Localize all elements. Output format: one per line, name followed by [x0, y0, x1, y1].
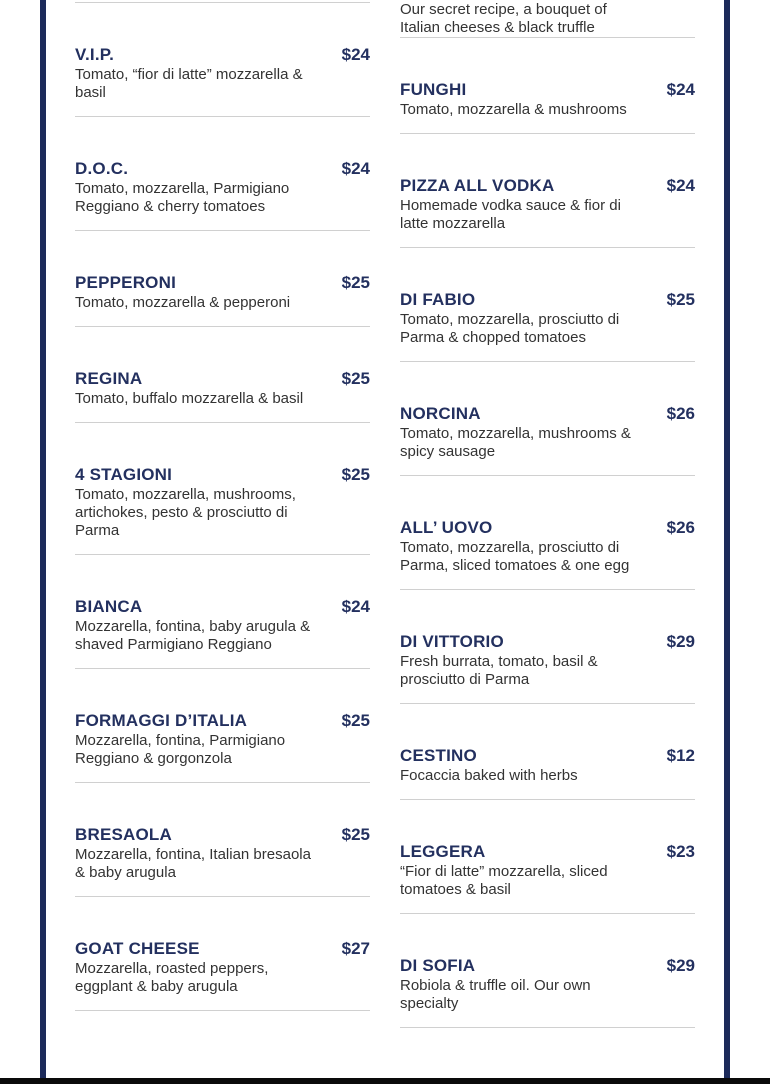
menu-item-name: BRESAOLA [75, 825, 172, 844]
menu-item [400, 704, 695, 800]
menu-item-description: Mozzarella, fontina, baby arugula & shaved Parmigiano Reggiano [75, 618, 311, 653]
bottom-bar [0, 1078, 770, 1084]
menu-item [75, 555, 370, 669]
menu-item-description: Tomato, mozzarella, mushrooms, artichokes, pesto & prosciutto di Parma [75, 486, 296, 539]
menu-item-name: D.O.C. [75, 159, 129, 178]
menu-item-name: DI VITTORIO [400, 632, 504, 651]
menu-item-description: Tomato, mozzarella, mushrooms & spicy sausage [400, 425, 631, 460]
menu-item-name: LEGGERA [400, 842, 486, 861]
menu-item-price: $29 [666, 956, 695, 975]
menu-item-name: V.I.P. [75, 45, 115, 64]
menu-item-description: Mozzarella, fontina, Italian bresaola & baby arugula [75, 846, 311, 881]
menu-item-description: Fresh burrata, tomato, basil & prosciutto di Parma [400, 653, 598, 688]
menu-item-description: Robiola & truffle oil. Our own specialty [400, 977, 591, 1012]
menu-item-name: REGINA [75, 369, 143, 388]
menu-item-description: Our secret recipe, a bouquet of Italian cheeses & black truffle [400, 1, 607, 36]
menu-item-name: ALL’ UOVO [400, 518, 493, 537]
menu-item-price: $24 [341, 159, 370, 178]
menu-item-description: Tomato, mozzarella, prosciutto di Parma, sliced tomatoes & one egg [400, 539, 630, 574]
menu-frame-right-border [724, 0, 730, 1084]
menu-item-price: $24 [666, 176, 695, 195]
menu-item-price: $23 [666, 842, 695, 861]
menu-item [400, 800, 695, 914]
menu-item-name: FUNGHI [400, 80, 467, 99]
menu-item-description: Tomato, “fior di latte” mozzarella & basil [75, 66, 303, 101]
menu-item-price: $27 [341, 939, 370, 958]
menu-item-description: Mozzarella, fontina, Parmigiano Reggiano & gorgonzola [75, 732, 286, 767]
menu-item-price: $25 [341, 273, 370, 292]
menu-item [75, 117, 370, 231]
menu-column-right [400, 1, 695, 1028]
menu-item-description: Homemade vodka sauce & fior di latte mozzarella [400, 197, 621, 232]
menu-item-name: CESTINO [400, 746, 477, 765]
menu-item [75, 327, 370, 423]
menu-item [400, 590, 695, 704]
menu-item [75, 897, 370, 1011]
menu-column-left [75, 2, 370, 1011]
menu-item-price: $25 [341, 465, 370, 484]
menu-item-price: $12 [666, 746, 695, 765]
menu-item-price: $25 [341, 711, 370, 730]
menu-item-name: BIANCA [75, 597, 143, 616]
menu-item-price: $24 [666, 80, 695, 99]
menu-frame-left-border [40, 0, 46, 1084]
menu-item [400, 476, 695, 590]
menu-item-description: Tomato, buffalo mozzarella & basil [75, 390, 304, 407]
menu-item-description: “Fior di latte” mozzarella, sliced tomatoes & basil [400, 863, 608, 898]
menu-item-price: $24 [341, 45, 370, 64]
menu-item-price: $25 [341, 369, 370, 388]
menu-item-name: NORCINA [400, 404, 481, 423]
menu-item-description: Tomato, mozzarella, prosciutto di Parma & chopped tomatoes [400, 311, 620, 346]
menu-item [75, 231, 370, 327]
menu-item-price: $24 [341, 597, 370, 616]
menu-item-name: PEPPERONI [75, 273, 176, 292]
menu-item-name: DI SOFIA [400, 956, 476, 975]
menu-item-description: Tomato, mozzarella & mushrooms [400, 101, 627, 118]
menu-item-description: Mozzarella, roasted peppers, eggplant & baby arugula [75, 960, 269, 995]
menu-item-price: $26 [666, 404, 695, 423]
menu-item [400, 914, 695, 1028]
menu-item-description: Tomato, mozzarella, Parmigiano Reggiano & cherry tomatoes [75, 180, 290, 215]
menu-item-name: DI FABIO [400, 290, 476, 309]
menu-item-description: Tomato, mozzarella & pepperoni [75, 294, 291, 311]
menu-item [400, 38, 695, 134]
menu-item [400, 134, 695, 248]
menu-item [75, 423, 370, 555]
menu-item-name: FORMAGGI D’ITALIA [75, 711, 248, 730]
menu-item-name: GOAT CHEESE [75, 939, 200, 958]
menu-item [75, 783, 370, 897]
menu-item-price: $26 [666, 518, 695, 537]
menu-item [75, 3, 370, 117]
menu-item [400, 362, 695, 476]
menu-item-partial [400, 1, 695, 38]
menu-item-description: Focaccia baked with herbs [400, 767, 578, 784]
menu-item [75, 669, 370, 783]
menu-item-price: $29 [666, 632, 695, 651]
menu-item-price: $25 [341, 825, 370, 844]
menu-item-name: 4 STAGIONI [75, 465, 173, 484]
menu-item-price: $25 [666, 290, 695, 309]
menu-item [400, 248, 695, 362]
menu-item-name: PIZZA ALL VODKA [400, 176, 555, 195]
